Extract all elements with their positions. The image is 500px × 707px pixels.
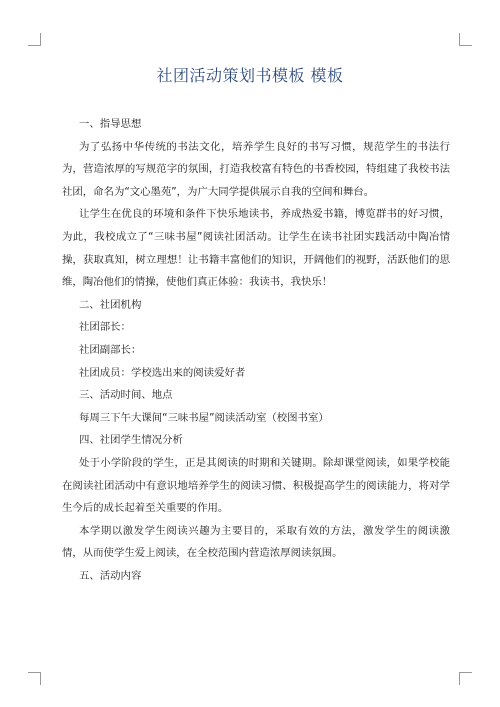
time-place-line: 每周三下午大课间“三味书屋”阅读活动室（校图书室） xyxy=(79,411,329,424)
club-leader-line: 社团部长： xyxy=(79,321,131,334)
section-heading-activity-content: 五、活动内容 xyxy=(79,569,142,582)
crop-mark-top-right xyxy=(459,33,472,46)
document-title: 社团活动策划书模板 模板 xyxy=(156,66,344,85)
section-heading-organization: 二、社团机构 xyxy=(79,298,142,311)
section-heading-student-analysis: 四、社团学生情况分析 xyxy=(79,434,183,447)
section-heading-guiding-thought: 一、指导思想 xyxy=(79,118,142,130)
section-heading-time-place: 三、活动时间、地点 xyxy=(79,389,173,402)
club-members-line: 社团成员：学校选出来的阅读爱好者 xyxy=(79,366,246,379)
paragraph-calligraphy: 为了弘扬中华传统的书法文化，培养学生良好的书写习惯，规范学生的书法行为，营造浓厚的写规范字的氛围，打造我校富有特色的书香校园，特组建了我校书法社团，命名为“文心墨苑”，为广大同学提供展示自我的空间和舞台。 xyxy=(62,140,450,198)
club-vice-leader-line: 社团副部长： xyxy=(79,343,142,356)
crop-mark-bottom-left xyxy=(28,672,41,685)
paragraph-reading-club: 让学生在优良的环境和条件下快乐地读书，养成热爱书籍，博览群书的好习惯，为此，我校成立了“三味书屋”阅读社团活动。让学生在读书社团实践活动中陶冶情操，获取真知，树立理想！让书籍丰富他们的知识，开阔他们的视野，活跃他们的思维，陶冶他们的情操，使他们真正体验：我读书，我快乐！ xyxy=(62,208,450,289)
paragraph-semester-goal: 本学期以激发学生阅读兴趣为主要目的，采取有效的方法，激发学生的阅读激情，从而使学生爱上阅读，在全校范围内营造浓厚阅读氛围。 xyxy=(62,524,450,560)
crop-mark-bottom-right xyxy=(459,672,472,685)
document-body xyxy=(62,113,450,587)
paragraph-student-analysis: 处于小学阶段的学生，正是其阅读的时期和关键期。除却课堂阅读，如果学校能在阅读社团活动中有意识地培养学生的阅读习惯、积极提高学生的阅读能力，将对学生今后的成长起着至关重要的作用。 xyxy=(62,456,450,515)
crop-mark-top-left xyxy=(28,33,41,46)
